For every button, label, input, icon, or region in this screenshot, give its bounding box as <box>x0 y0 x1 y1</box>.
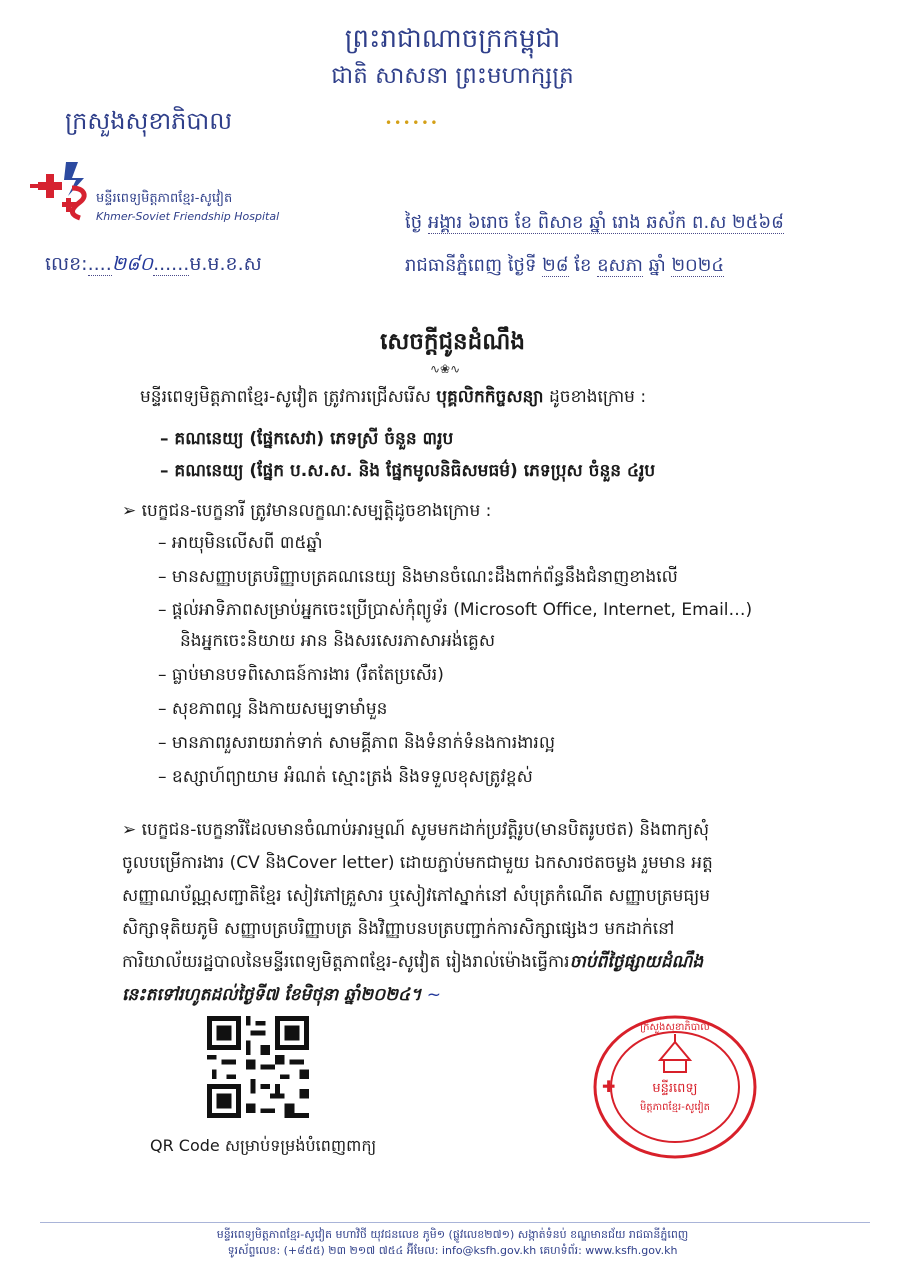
footer-contact: ទូរស័ព្ទលេខ: (+៨៥៥) ២៣ ២១៧ ៧៥៤ អ៊ីមែល: info@ksfh.gov.kh គេហទំព័រ: www.ksfh.gov.kh <box>227 1244 678 1257</box>
solar-date-month: ឧសភា <box>597 255 643 276</box>
qr-code-label: QR Code សម្រាប់ទម្រង់បំពេញពាក្យ <box>150 1136 377 1155</box>
intro-emphasis: បុគ្គលិកកិច្ចសន្យា <box>436 387 544 407</box>
requirement-item: – ផ្តល់អាទិភាពសម្រាប់អ្នកចេះប្រើប្រាស់កុំព្យូទ័រ (Microsoft Office, Internet, Email…) <box>158 600 753 620</box>
solar-date-year: ២០២៤ <box>671 255 725 276</box>
position-item: – គណនេយ្យ (ផ្នែកសេវា) ភេទស្រី ចំនួន ៣រូប <box>160 429 454 449</box>
requirements-heading: ➢ បេក្ខជន-បេក្ខនារី ត្រូវមានលក្ខណៈសម្បត្តិដូចខាងក្រោម : <box>122 501 492 521</box>
intro-tail: ដូចខាងក្រោម : <box>548 387 647 407</box>
application-line: សិក្សាទុតិយភូមិ សញ្ញាបត្របរិញ្ញាបត្រ និងវិញ្ញាបនបត្របញ្ជាក់ការសិក្សាផ្សេងៗ មកដាក់នៅ <box>122 919 675 939</box>
requirement-item: – ឧស្សាហ៍ព្យាយាម អំណត់ ស្មោះត្រង់ និងទទួលខុសត្រូវខ្ពស់ <box>158 767 533 787</box>
intro-text <box>140 386 646 411</box>
svg-text:✚: ✚ <box>602 1077 616 1096</box>
lunar-date-value: អង្គារ ៦រោច ខែ ពិសាខ ឆ្នាំ រោង ឆស័ក ព.ស ២៥៦៨ <box>427 212 784 233</box>
solar-date-day: ២៨ <box>542 255 569 276</box>
solar-date-prefix: រាជធានីភ្នំពេញ ថ្ងៃទី <box>405 255 537 276</box>
hospital-name-english: Khmer-Soviet Friendship Hospital <box>96 210 280 223</box>
official-seal-icon <box>590 1012 760 1162</box>
footer-divider <box>40 1222 870 1223</box>
lunar-date-prefix: ថ្ងៃ <box>405 212 423 233</box>
motto-ornament: •••••• <box>385 116 440 130</box>
requirement-item: – មានសញ្ញាបត្របរិញ្ញាបត្រគណនេយ្យ និងមានចំណេះដឹងពាក់ព័ន្ធនឹងជំនាញខាងលើ <box>158 567 678 587</box>
solar-month-prefix: ខែ <box>574 255 592 276</box>
application-paragraph <box>122 814 822 1012</box>
application-line <box>122 946 822 979</box>
deadline-end: នេះតទៅរហូតដល់ថ្ងៃទី៧ ខែមិថុនា ឆ្នាំ២០២៤។ <box>122 985 422 1005</box>
application-line: សញ្ញាណប័ណ្ណសញ្ជាតិខ្មែរ សៀវភៅគ្រួសារ ឬសៀវភៅស្នាក់នៅ សំបុត្រកំណើត សញ្ញាបត្រមធ្យម <box>122 886 711 906</box>
footer-address: មន្ទីរពេទ្យមិត្តភាពខ្មែរ-សូវៀត មហាវិថី យុវជនលេខ ភូមិ១ (ផ្លូវលេខ២៧១) សង្កាត់ទំនប់ ខណ្ឌមានជ័យ រាជធានីភ្នំពេញ <box>216 1228 689 1241</box>
reference-number: លេខ:....២៨០......ម.ម.ខ.ស <box>45 253 262 275</box>
application-office: ការិយាល័យរដ្ឋបាលនៃមន្ទីរពេទ្យមិត្តភាពខ្មែរ-សូវៀត រៀងរាល់ម៉ោងធ្វើការ <box>122 952 570 972</box>
national-motto: ជាតិ សាសនា ព្រះមហាក្សត្រ <box>331 63 574 89</box>
notice-title: សេចក្តីជូនដំណឹង <box>380 329 525 355</box>
seal-ring-text: ក្រសួងសុខាភិបាល <box>640 1022 710 1033</box>
kingdom-title: ព្រះរាជាណាចក្រកម្ពុជា <box>344 24 561 54</box>
solar-date <box>405 253 724 280</box>
requirement-item: – ធ្លាប់មានបទពិសោធន៍ការងារ (រឹតតែប្រសើរ) <box>158 665 444 685</box>
requirement-item: – អាយុមិនលើសពី ៣៥ឆ្នាំ <box>158 533 323 553</box>
application-line <box>122 979 822 1012</box>
requirement-item: – សុខភាពល្អ និងកាយសម្បទាមាំមួន <box>158 699 388 719</box>
ref-prefix: លេខ: <box>45 253 88 275</box>
title-ornament: ∿❀∿ <box>430 362 461 376</box>
hospital-name-khmer: មន្ទីរពេទ្យមិត្តភាពខ្មែរ-សូវៀត <box>96 191 233 206</box>
ministry-name: ក្រសួងសុខាភិបាល <box>65 107 233 135</box>
intro-main: មន្ទីរពេទ្យមិត្តភាពខ្មែរ-សូវៀត ត្រូវការជ្រើសរើស <box>140 387 431 407</box>
lunar-date <box>405 210 784 237</box>
ksfh-logo-icon <box>28 158 98 226</box>
seal-sub-text: មិត្តភាពខ្មែរ-សូវៀត <box>639 1102 711 1113</box>
requirement-item: – មានភាពរួសរាយរាក់ទាក់ សាមគ្គីភាព និងទំនាក់ទំនងការងារល្អ <box>158 733 556 753</box>
ref-number: ២៨០ <box>111 253 154 275</box>
application-line: ចូលបម្រើការងារ (CV និងCover letter) ដោយភ្ជាប់មកជាមួយ ឯកសារថតចម្លង រួមមាន អត្ត <box>122 853 713 873</box>
requirement-continuation: និងអ្នកចេះនិយាយ អាន និងសរសេរភាសាអង់គ្លេស <box>180 631 496 651</box>
solar-year-prefix: ឆ្នាំ <box>648 255 666 276</box>
seal-center-text: មន្ទីរពេទ្យ <box>652 1081 698 1096</box>
position-item: – គណនេយ្យ (ផ្នែក ប.ស.ស. និង ផ្នែកមូលនិធិសមធម៌) ភេទប្រុស ចំនួន ៤រូប <box>160 461 656 481</box>
ref-suffix: ម.ម.ខ.ស <box>189 253 262 275</box>
qr-code-icon[interactable] <box>207 1016 309 1118</box>
initials-signature: ~ <box>421 985 441 1005</box>
application-line: ➢ បេក្ខជន-បេក្ខនារីដែលមានចំណាប់អារម្មណ៍ សូមមកដាក់ប្រវត្តិរូប(មានបិតរូបថត) និងពាក្យសុំ <box>122 820 710 840</box>
deadline-start: ចាប់ពីថ្ងៃផ្សាយដំណឹង <box>569 952 704 972</box>
